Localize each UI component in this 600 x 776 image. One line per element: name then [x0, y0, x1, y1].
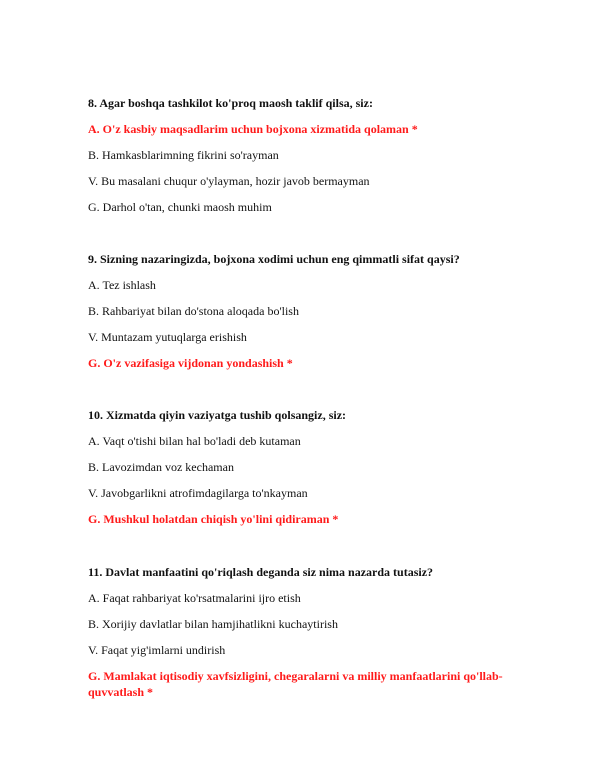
question-text: 8. Agar boshqa tashkilot ko'proq maosh taklif qilsa, siz:: [88, 96, 373, 110]
option-g-correct: G. O'z vazifasiga vijdonan yondashish *: [88, 356, 293, 370]
option-g-correct: G. Mushkul holatdan chiqish yo'lini qidiraman *: [88, 512, 339, 526]
option-b: B. Xorijiy davlatlar bilan hamjihatlikni kuchaytirish: [88, 617, 338, 631]
option-v: V. Muntazam yutuqlarga erishish: [88, 330, 247, 344]
option-b: B. Rahbariyat bilan do'stona aloqada bo'lish: [88, 304, 299, 318]
option-b: B. Hamkasblarimning fikrini so'rayman: [88, 148, 279, 162]
question-text: 10. Xizmatda qiyin vaziyatga tushib qolsangiz, siz:: [88, 408, 347, 422]
option-v: V. Javobgarlikni atrofimdagilarga to'nkayman: [88, 486, 308, 500]
option-a: A. Tez ishlash: [88, 278, 156, 292]
option-a: A. Faqat rahbariyat ko'rsatmalarini ijro etish: [88, 591, 301, 605]
question-text: 11. Davlat manfaatini qo'riqlash deganda siz nima nazarda tutasiz?: [88, 565, 434, 579]
option-v: V. Bu masalani chuqur o'ylayman, hozir javob bermayman: [88, 174, 370, 188]
option-a: A. Vaqt o'tishi bilan hal bo'ladi deb kutaman: [88, 434, 301, 448]
option-v: V. Faqat yig'imlarni undirish: [88, 643, 226, 657]
option-b: B. Lavozimdan voz kechaman: [88, 460, 234, 474]
question-text: 9. Sizning nazaringizda, bojxona xodimi uchun eng qimmatli sifat qaysi?: [88, 252, 460, 266]
option-g-correct: G. Mamlakat iqtisodiy xavfsizligini, chegaralarni va milliy manfaatlarini qo'llab-quvvatlash *: [88, 669, 503, 699]
option-a-correct: A. O'z kasbiy maqsadlarim uchun bojxona xizmatida qolaman *: [88, 122, 418, 136]
option-g: G. Darhol o'tan, chunki maosh muhim: [88, 200, 272, 214]
